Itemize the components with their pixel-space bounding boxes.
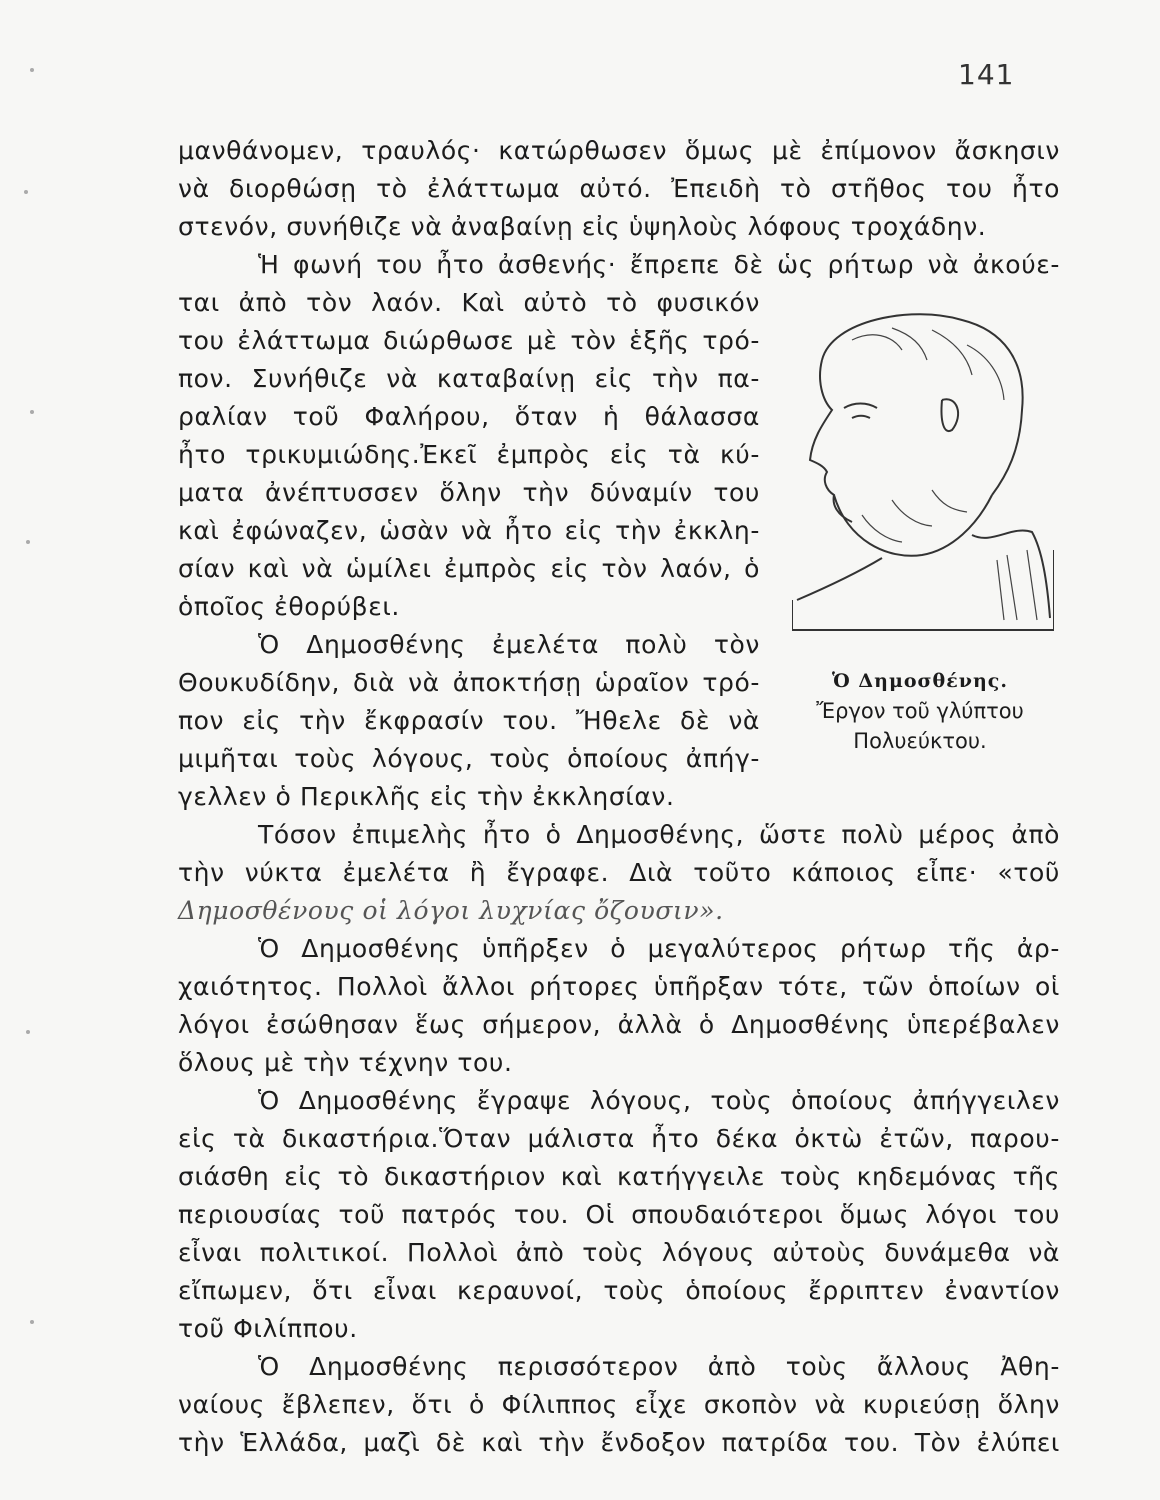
text-line: τὴν Ἑλλάδα, μαζὶ δὲ καὶ τὴν ἔνδοξον πατρίδα του. Τὸν ἐλύπει bbox=[178, 1428, 1060, 1457]
text-line: νὰ διορθώσῃ τὸ ἐλάττωμα αὐτό. Ἐπειδὴ τὸ στῆθος του ἦτο bbox=[178, 174, 1060, 203]
text-line: τοῦ Φιλίππου. bbox=[178, 1314, 358, 1343]
left-margin-specks bbox=[0, 0, 40, 1500]
figure-caption-line: Ἔργον τοῦ γλύπτου bbox=[816, 699, 1024, 723]
text-line: Ὁ Δημοσθένης περισσότερον ἀπὸ τοὺς ἄλλους Ἀθη- bbox=[258, 1352, 1060, 1381]
text-line: ὅλους μὲ τὴν τέχνην του. bbox=[178, 1048, 513, 1077]
text-line: χαιότητος. Πολλοὶ ἄλλοι ρήτορες ὑπῆρξαν τότε, τῶν ὁποίων οἱ bbox=[178, 972, 1060, 1001]
text-line: Τόσον ἐπιμελὴς ἦτο ὁ Δημοσθένης, ὥστε πολὺ μέρος ἀπὸ bbox=[258, 820, 1060, 849]
text-line: τὴν νύκτα ἐμελέτα ἢ ἔγραφε. Διὰ τοῦτο κάποιος εἶπε· «τοῦ bbox=[178, 858, 1060, 887]
text-line: Ὁ Δημοσθένης ἔγραψε λόγους, τοὺς ὁποίους ἀπήγγειλεν bbox=[258, 1086, 1060, 1115]
figure-caption-title: Ὁ Δημοσθένης. bbox=[832, 670, 1008, 692]
portrait-illustration bbox=[792, 300, 1054, 632]
text-line: ται ἀπὸ τὸν λαόν. Καὶ αὐτὸ τὸ φυσικόν bbox=[178, 288, 760, 317]
text-line: ματα ἀνέπτυσσεν ὅλην τὴν δύναμίν του bbox=[178, 478, 760, 507]
text-line: εἶναι πολιτικοί. Πολλοὶ ἀπὸ τοὺς λόγους αὐτοὺς δυνάμεθα νὰ bbox=[178, 1238, 1060, 1267]
speck bbox=[30, 1320, 34, 1324]
page-number: 141 bbox=[958, 58, 1015, 91]
text-line: ὁποῖος ἐθορύβει. bbox=[178, 592, 400, 621]
speck bbox=[24, 190, 28, 194]
text-line: Ὁ Δημοσθένης ὑπῆρξεν ὁ μεγαλύτερος ρήτωρ τῆς ἀρ- bbox=[258, 934, 1060, 963]
text-line: λόγοι ἐσώθησαν ἕως σήμερον, ἀλλὰ ὁ Δημοσθένης ὑπερέβαλεν bbox=[178, 1010, 1060, 1039]
text-line: ἦτο τρικυμιώδης.Ἐκεῖ ἐμπρὸς εἰς τὰ κύ- bbox=[178, 440, 760, 469]
text-line: σίαν καὶ νὰ ὡμίλει ἐμπρὸς εἰς τὸν λαόν, ὁ bbox=[178, 554, 760, 583]
text-line: μανθάνομεν, τραυλός· κατώρθωσεν ὅμως μὲ ἐπίμονον ἄσκησιν bbox=[178, 136, 1060, 165]
text-line: πον εἰς τὴν ἔκφρασίν του. Ἤθελε δὲ νὰ bbox=[178, 706, 760, 735]
text-line: πον. Συνήθιζε νὰ καταβαίνῃ εἰς τὴν πα- bbox=[178, 364, 760, 393]
text-line: ραλίαν τοῦ Φαλήρου, ὅταν ἡ θάλασσα bbox=[178, 402, 760, 431]
speck bbox=[30, 410, 34, 414]
text-line: ναίους ἔβλεπεν, ὅτι ὁ Φίλιππος εἶχε σκοπὸν νὰ κυριεύσῃ ὅλην bbox=[178, 1390, 1060, 1419]
bust-drawing bbox=[792, 300, 1054, 632]
text-line: εἰς τὰ δικαστήρια.Ὅταν μάλιστα ἦτο δέκα ὀκτὼ ἐτῶν, παρου- bbox=[178, 1124, 1060, 1153]
text-line: περιουσίας τοῦ πατρός του. Οἱ σπουδαιότεροι ὅμως λόγοι του bbox=[178, 1200, 1060, 1229]
text-line: στενόν, συνήθιζε νὰ ἀναβαίνῃ εἰς ὑψηλοὺς λόφους τροχάδην. bbox=[178, 212, 987, 241]
text-line: σιάσθη εἰς τὸ δικαστήριον καὶ κατήγγειλε τοὺς κηδεμόνας τῆς bbox=[178, 1162, 1060, 1191]
text-line: εἴπωμεν, ὅτι εἶναι κεραυνοί, τοὺς ὁποίους ἔρριπτεν ἐναντίον bbox=[178, 1276, 1060, 1305]
text-line: καὶ ἐφώναζεν, ὡσὰν νὰ ἦτο εἰς τὴν ἐκκλη- bbox=[178, 516, 760, 545]
text-line-quote: Δημοσθένους οἱ λόγοι λυχνίας ὄζουσιν». bbox=[178, 896, 724, 925]
text-line: μιμῆται τοὺς λόγους, τοὺς ὁποίους ἀπήγ- bbox=[178, 744, 760, 773]
speck bbox=[26, 540, 30, 544]
speck bbox=[26, 1030, 30, 1034]
speck bbox=[30, 68, 34, 72]
figure-caption-line: Πολυεύκτου. bbox=[853, 729, 987, 753]
text-line: γελλεν ὁ Περικλῆς εἰς τὴν ἐκκλησίαν. bbox=[178, 782, 675, 811]
text-line: του ἐλάττωμα διώρθωσε μὲ τὸν ἑξῆς τρό- bbox=[178, 326, 760, 355]
text-line: Θουκυδίδην, διὰ νὰ ἀποκτήσῃ ὡραῖον τρό- bbox=[178, 668, 760, 697]
text-line: Ὁ Δημοσθένης ἐμελέτα πολὺ τὸν bbox=[258, 630, 760, 659]
text-line: Ἡ φωνή του ἦτο ἀσθενής· ἔπρεπε δὲ ὡς ρήτωρ νὰ ἀκούε- bbox=[258, 250, 1060, 279]
